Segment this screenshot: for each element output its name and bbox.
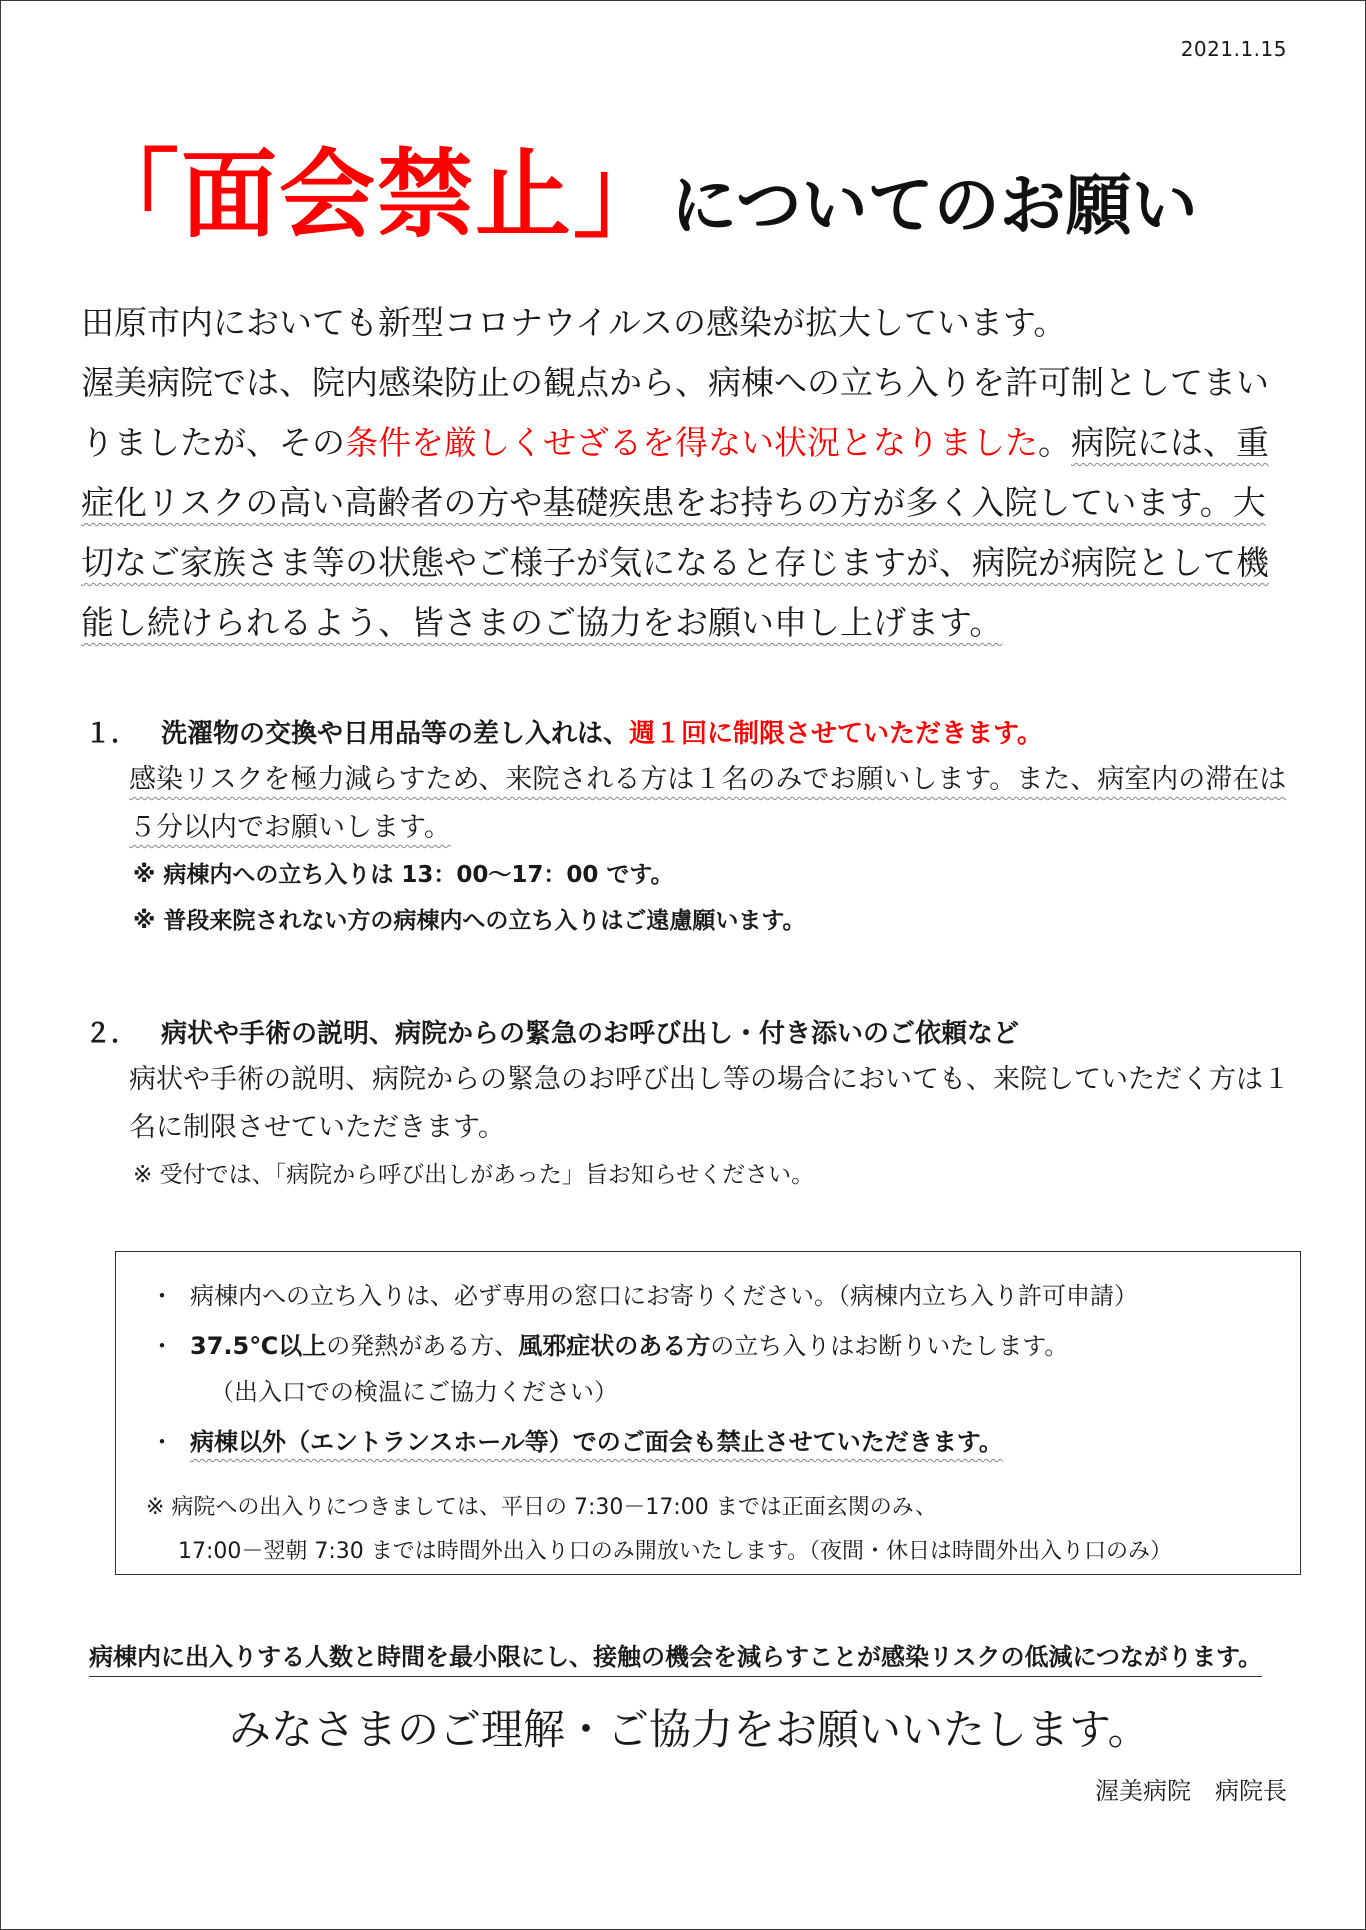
section-1-note-restriction: ※ 普段来院されない方の病棟内への立ち入りはご遠慮願います。 (133, 908, 806, 934)
rule-item-2 (150, 1326, 1068, 1361)
intro-line-2 (81, 353, 1291, 653)
bullet: ・ (150, 1428, 174, 1456)
title-rest: についてのお願い (671, 167, 1198, 244)
rule-item-2-sub: （出入口での検温にご協力ください） (210, 1378, 618, 1406)
rule-item-2-text-a: の発熱がある方、 (326, 1332, 519, 1360)
section-2-heading (85, 1013, 1295, 1050)
section-1-body (129, 756, 1295, 852)
rules-box (115, 1251, 1301, 1575)
intro-text-c: 病院には、重症化リスクの高い高齢者の方や基礎疾患をお持ちの方が多く入院しています。大切なご家族さま等の状態やご様子が気になると存じますが、病院が病院として機能し続けられるよう、皆さまのご協力をお願い申し上げます。 (81, 423, 1269, 642)
rule-item-2-text-b: の立ち入りはお断りいたします。 (710, 1332, 1069, 1360)
page-title (83, 119, 1198, 256)
section-1-heading (85, 713, 1295, 750)
bullet: ・ (150, 1332, 174, 1360)
section-1-body-text: 感染リスクを極力減らすため、来院される方は１名のみでお願いします。また、病室内の滞在は５分以内でお願いします。 (129, 764, 1287, 843)
entry-note-2: 17:00－翌朝 7:30 までは時間外出入り口のみ開放いたします。（夜間・休日は時間外出入り口のみ） (178, 1539, 1173, 1564)
rule-item-2-fever: 37.5℃以上 (190, 1332, 327, 1360)
intro-text-a: 渥美病院では、院内感染防止の観点から、病棟への立ち入りを許可制としてまいりましたが、その (81, 363, 1269, 462)
section-2-heading-text: 病状や手術の説明、病院からの緊急のお呼び出し・付き添いのご依頼など (161, 1019, 1020, 1049)
section-2 (85, 1013, 1295, 1198)
rule-item-1 (150, 1276, 1138, 1311)
signature: 渥美病院 病院長 (1095, 1777, 1287, 1805)
section-1 (85, 713, 1295, 944)
intro-line-1: 田原市内においても新型コロナウイルスの感染が拡大しています。 (81, 303, 1067, 342)
section-2-body: 病状や手術の説明、病院からの緊急のお呼び出し等の場合においても、来院していただく方は１名に制限させていただきます。 (129, 1064, 1290, 1143)
entry-note-1: ※ 病院への出入りにつきましては、平日の 7:30－17:00 までは正面玄関のみ、 (146, 1495, 938, 1520)
issue-date: 2021.1.15 (1180, 37, 1287, 61)
section-1-heading-text: 洗濯物の交換や日用品等の差し入れは、 (161, 719, 630, 749)
section-2-number: ２． (85, 1019, 138, 1049)
intro-paragraph (81, 293, 1291, 653)
rule-item-3-text: 病棟以外（エントランスホール等）でのご面会も禁止させていただきます。 (190, 1428, 1003, 1456)
appeal-message: みなさまのご理解・ご協力をお願いいたします。 (229, 1705, 1150, 1754)
section-1-note-hours: ※ 病棟内への立ち入りは 13：00～17：00 です。 (133, 862, 674, 888)
title-emphasis: 「面会禁止」 (83, 139, 671, 251)
rule-item-2-cold: 風邪症状のある方 (518, 1332, 711, 1360)
intro-emphasis: 条件を厳しくせざるを得ない状況となりました (345, 423, 1038, 462)
section-2-note: ※ 受付では、「病院から呼び出しがあった」旨お知らせください。 (133, 1162, 815, 1188)
intro-text-b: 。 (1038, 423, 1071, 462)
bullet: ・ (150, 1282, 174, 1310)
section-1-heading-emphasis: 週１回に制限させていただきます。 (629, 719, 1043, 749)
rule-item-3 (150, 1422, 1003, 1457)
closing-statement: 病棟内に出入りする人数と時間を最小限にし、接触の機会を減らすことが感染リスクの低減につながります。 (89, 1637, 1262, 1677)
rule-item-1-text: 病棟内への立ち入りは、必ず専用の窓口にお寄りください。（病棟内立ち入り許可申請） (190, 1282, 1138, 1310)
section-1-number: １． (85, 719, 138, 749)
